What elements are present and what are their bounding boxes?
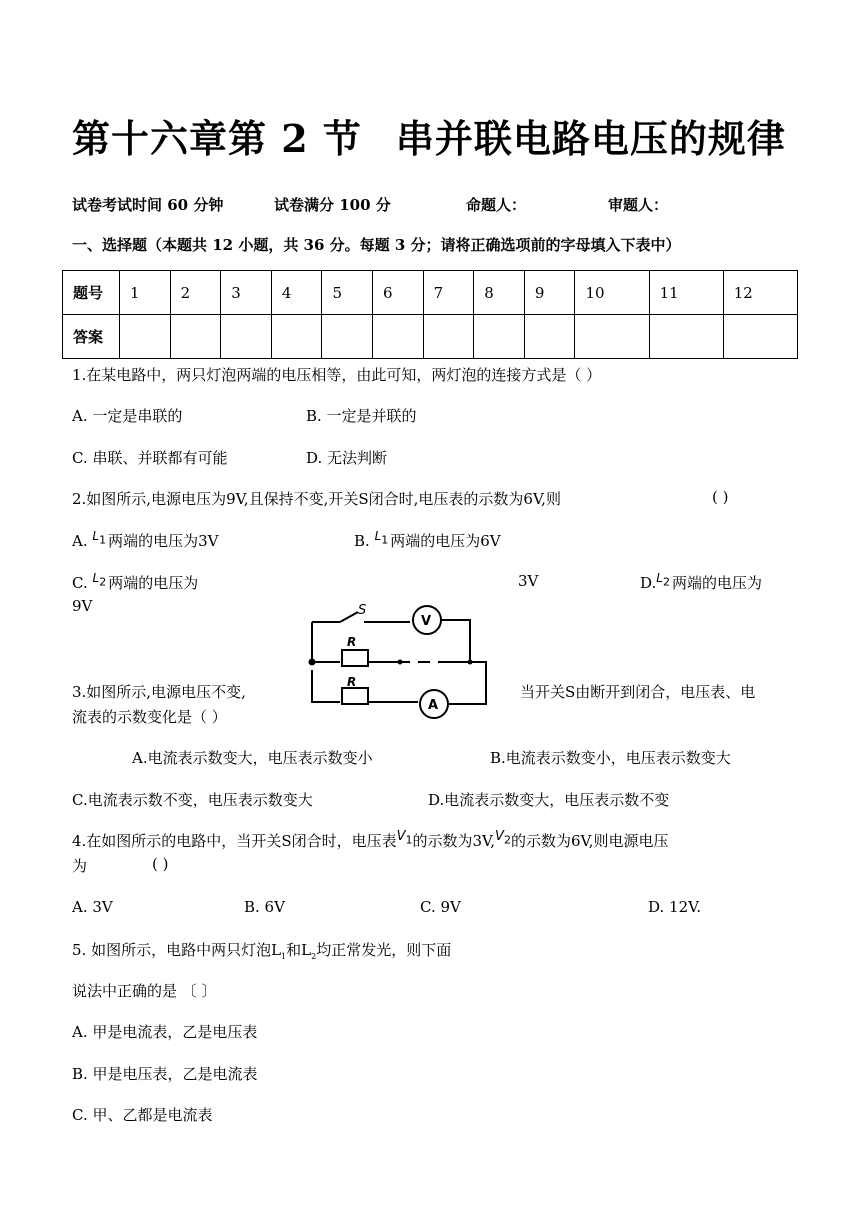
option-text: 两端的电压为3V bbox=[108, 532, 219, 550]
section-heading: 一、选择题（本题共 12 小题，共 36 分。每题 3 分；请将正确选项前的字母填入下表中） bbox=[72, 236, 681, 254]
table-row bbox=[63, 315, 798, 359]
q3-option-c[interactable]: C.电流表示数不变，电压表示数变大 bbox=[72, 791, 313, 809]
option-letter: A. bbox=[72, 532, 88, 550]
q4-answer-paren: ( ) bbox=[152, 855, 169, 873]
resistor-r2-label: R bbox=[347, 635, 357, 649]
lamp-l2-symbol: L2 bbox=[656, 571, 670, 589]
voltmeter-v1-symbol: $V_1$ bbox=[396, 829, 413, 847]
lamp-l1-symbol: L1 bbox=[92, 529, 107, 547]
table-cell: 12 bbox=[723, 271, 797, 315]
answer-cell[interactable] bbox=[170, 315, 221, 359]
table-cell: 11 bbox=[649, 271, 723, 315]
answer-table bbox=[62, 270, 798, 359]
option-text: 两端的电压为 bbox=[108, 574, 199, 592]
lamp-l2-symbol: L2 bbox=[92, 571, 107, 589]
option-text: 两端的电压为6V bbox=[390, 532, 501, 550]
table-cell: 6 bbox=[373, 271, 424, 315]
answer-cell[interactable] bbox=[271, 315, 322, 359]
q2-option-d[interactable] bbox=[640, 572, 762, 594]
q5-option-a[interactable]: A. 甲是电流表，乙是电压表 bbox=[72, 1023, 258, 1041]
q1-option-d[interactable]: D. 无法判断 bbox=[306, 449, 388, 467]
resistor-r1-label: R bbox=[347, 675, 357, 689]
option-letter: B. bbox=[354, 532, 370, 550]
answer-cell[interactable] bbox=[723, 315, 797, 359]
answer-cell[interactable] bbox=[322, 315, 373, 359]
table-cell: 7 bbox=[423, 271, 474, 315]
exam-time: 试卷考试时间 60 分钟 bbox=[72, 196, 224, 214]
q3-option-d[interactable]: D.电流表示数变大，电压表示数不变 bbox=[428, 791, 670, 809]
q5-option-c[interactable]: C. 甲、乙都是电流表 bbox=[72, 1106, 213, 1124]
table-cell: 8 bbox=[474, 271, 525, 315]
table-row bbox=[63, 271, 798, 315]
q5-stem-line2: 说法中正确的是 〔 〕 bbox=[72, 982, 217, 1000]
option-letter: C. bbox=[72, 574, 88, 592]
table-header-cell: 题号 bbox=[63, 271, 120, 315]
q2-option-c[interactable] bbox=[72, 572, 198, 594]
q5-stem: 5. 如图所示，电路中两只灯泡$L_1$和$L_2$均正常发光，则下面 bbox=[72, 941, 452, 961]
q2-option-d-value: 9V bbox=[72, 597, 93, 615]
option-text: 两端的电压为 bbox=[671, 574, 762, 592]
q4-option-b[interactable]: B. 6V bbox=[244, 898, 285, 916]
table-cell: 3 bbox=[221, 271, 272, 315]
table-cell: 2 bbox=[170, 271, 221, 315]
q3-stem-line2: 流表的示数变化是（ ） bbox=[72, 708, 227, 726]
answer-cell[interactable] bbox=[373, 315, 424, 359]
answer-cell[interactable] bbox=[423, 315, 474, 359]
q1-option-a[interactable]: A. 一定是串联的 bbox=[72, 407, 183, 425]
table-cell: 9 bbox=[524, 271, 575, 315]
q2-stem: 2.如图所示,电源电压为9V,且保持不变,开关S闭合时,电压表的示数为6V,则 bbox=[72, 490, 561, 508]
q3-stem-right: 当开关S由断开到闭合，电压表、电 bbox=[520, 683, 756, 701]
q3-circuit-diagram bbox=[300, 598, 490, 720]
table-cell: 1 bbox=[120, 271, 171, 315]
exam-full-score: 试卷满分 100 分 bbox=[274, 196, 391, 214]
q3-option-a[interactable]: A.电流表示数变大，电压表示数变小 bbox=[132, 749, 373, 767]
table-header-cell: 答案 bbox=[63, 315, 120, 359]
q1-stem: 1.在某电路中，两只灯泡两端的电压相等，由此可知，两灯泡的连接方式是（ ） bbox=[72, 366, 602, 384]
q2-option-b[interactable] bbox=[354, 530, 501, 552]
voltmeter-label: V bbox=[421, 614, 432, 629]
q4-option-c[interactable]: C. 9V bbox=[420, 898, 461, 916]
q4-stem: 4.在如图所示的电路中，当开关S闭合时，电压表$V_1$的示数为$3V,V_2$的示数为6V,则电源电压 bbox=[72, 829, 669, 850]
table-cell: 4 bbox=[271, 271, 322, 315]
q4-stem-line2: 为 bbox=[72, 857, 88, 875]
switch-label: S bbox=[358, 603, 367, 618]
q4-option-a[interactable]: A. 3V bbox=[72, 898, 113, 916]
lamp-l1-symbol: L1 bbox=[374, 529, 389, 547]
q4-option-d[interactable]: D. 12V. bbox=[648, 898, 702, 916]
q2-option-c-value: 3V bbox=[518, 572, 539, 590]
title-chapter: 第十六章第 2 节 bbox=[72, 116, 362, 161]
ammeter-label: A bbox=[428, 698, 439, 713]
table-cell: 5 bbox=[322, 271, 373, 315]
answer-cell[interactable] bbox=[120, 315, 171, 359]
q3-stem-left: 3.如图所示,电源电压不变, bbox=[72, 683, 246, 701]
q5-option-b[interactable]: B. 甲是电压表，乙是电流表 bbox=[72, 1065, 258, 1083]
table-cell: 10 bbox=[575, 271, 649, 315]
answer-cell[interactable] bbox=[649, 315, 723, 359]
page-title bbox=[72, 108, 786, 163]
answer-cell[interactable] bbox=[474, 315, 525, 359]
answer-cell[interactable] bbox=[524, 315, 575, 359]
exam-reviewer: 审题人： bbox=[608, 196, 669, 214]
option-letter: D. bbox=[640, 574, 657, 592]
title-topic: 串并联电路电压的规律 bbox=[395, 116, 786, 161]
voltmeter-v2-symbol: $V_2$ bbox=[495, 829, 511, 847]
q2-answer-paren: ( ) bbox=[712, 488, 729, 506]
exam-author: 命题人： bbox=[466, 196, 527, 214]
answer-cell[interactable] bbox=[221, 315, 272, 359]
q3-option-b[interactable]: B.电流表示数变小，电压表示数变大 bbox=[490, 749, 731, 767]
q1-option-c[interactable]: C. 串联、并联都有可能 bbox=[72, 449, 228, 467]
q1-option-b[interactable]: B. 一定是并联的 bbox=[306, 407, 417, 425]
answer-cell[interactable] bbox=[575, 315, 649, 359]
q2-option-a[interactable] bbox=[72, 530, 218, 552]
